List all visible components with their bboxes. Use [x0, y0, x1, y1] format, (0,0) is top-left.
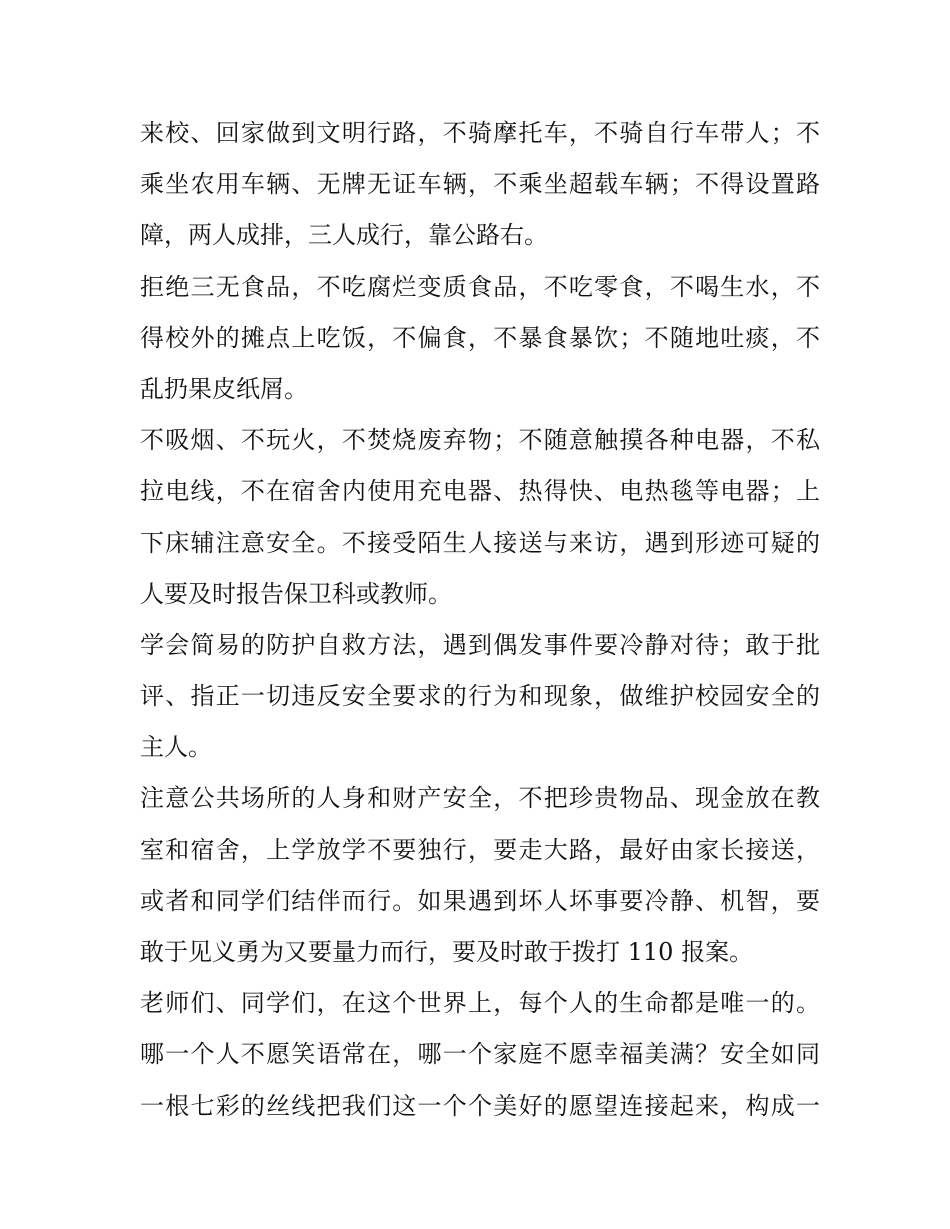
text-line: 拒绝三无食品，不吃腐烂变质食品，不吃零食，不喝生水，不 [140, 272, 820, 301]
text-line: 来校、回家做到文明行路，不骑摩托车，不骑自行车带人；不 [140, 119, 820, 147]
text-line: 不吸烟、不玩火，不焚烧废弃物；不随意触摸各种电器，不私 [140, 426, 820, 455]
paragraph [140, 773, 820, 978]
text-line: 或者和同学们结伴而行。如果遇到坏人坏事要冷静、机智，要 [140, 886, 820, 915]
text-line: 人要及时报告保卫科或教师。 [140, 579, 452, 608]
paragraph [140, 415, 820, 620]
text-line: 室和宿舍，上学放学不要独行，要走大路，最好由家长接送， [140, 835, 820, 864]
text-line: 乘坐农用车辆、无牌无证车辆，不乘坐超载车辆；不得设置路 [140, 170, 820, 199]
text-line: 下床辅注意安全。不接受陌生人接送与来访，遇到形迹可疑的 [140, 528, 820, 557]
text-line: 注意公共场所的人身和财产安全，不把珍贵物品、现金放在教 [140, 784, 820, 813]
text-line: 一根七彩的丝线把我们这一个个美好的愿望连接起来，构成一 [140, 1091, 820, 1120]
document-body [140, 108, 820, 1132]
paragraph [140, 978, 820, 1132]
text-line: 乱扔果皮纸屑。 [140, 374, 308, 403]
text-line: 老师们、同学们，在这个世界上，每个人的生命都是唯一的。 [140, 989, 820, 1018]
paragraph [140, 262, 820, 416]
paragraph [140, 620, 820, 774]
text-line: 哪一个人不愿笑语常在，哪一个家庭不愿幸福美满？安全如同 [140, 1040, 820, 1069]
text-line: 拉电线，不在宿舍内使用充电器、热得快、电热毯等电器；上 [140, 477, 820, 506]
text-line: 障，两人成排，三人成行，靠公路右。 [140, 221, 548, 250]
text-line: 评、指正一切违反安全要求的行为和现象，做维护校园安全的 [140, 682, 820, 711]
text-line: 敢于见义勇为又要量力而行，要及时敢于拨打 110 报案。 [140, 938, 754, 966]
text-line: 学会简易的防护自救方法，遇到偶发事件要冷静对待；敢于批 [140, 630, 820, 659]
paragraph [140, 108, 820, 262]
text-line: 得校外的摊点上吃饭，不偏食，不暴食暴饮；不随地吐痰，不 [140, 323, 820, 352]
text-line: 主人。 [140, 733, 212, 762]
